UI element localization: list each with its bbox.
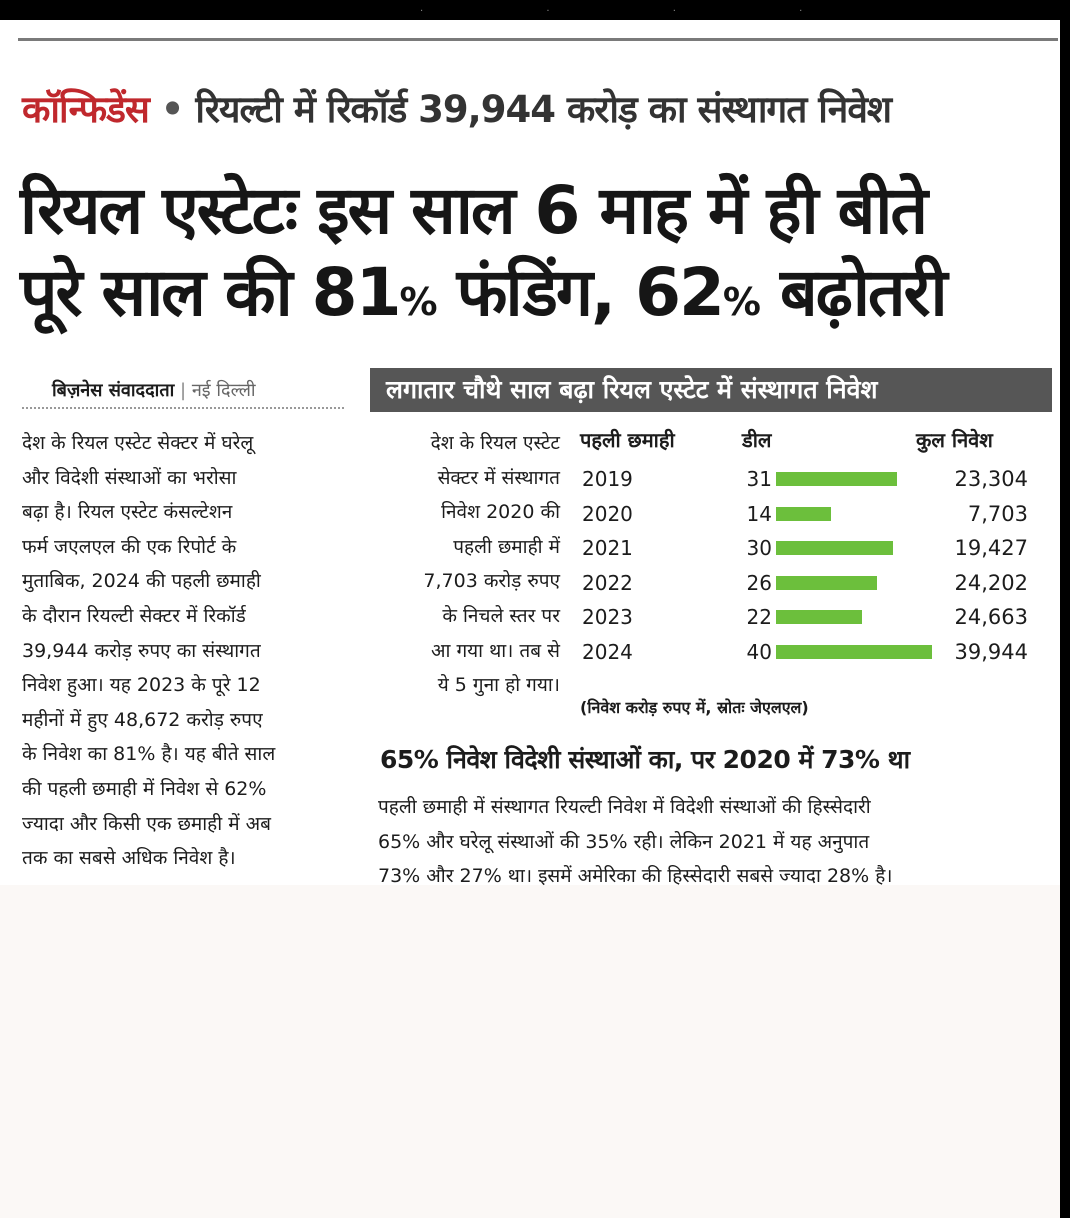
bullet-icon: • — [160, 88, 184, 131]
top-rule — [18, 38, 1058, 41]
row-investment: 24,663 — [954, 605, 1028, 629]
story-line: फर्म जएलएल की एक रिपोर्ट के — [22, 535, 237, 558]
row-year: 2023 — [582, 605, 633, 629]
row-investment: 7,703 — [967, 501, 1028, 526]
deal-bar — [776, 507, 831, 521]
kicker — [22, 82, 891, 133]
story-line: निवेश हुआ। यह 2023 के पूरे 12 — [22, 674, 261, 697]
row-year: 2022 — [582, 570, 633, 595]
sub-line: 65% और घरेलू संस्थाओं की 35% रही। लेकिन 2021 में यह अनुपात — [378, 830, 870, 853]
headline — [20, 170, 946, 343]
table-row — [0, 566, 1060, 600]
byline — [52, 378, 256, 402]
side-line: पहली छमाही में — [453, 535, 560, 558]
row-deals: 40 — [746, 639, 772, 664]
sub-paragraph — [378, 790, 1050, 894]
row-year: 2019 — [582, 467, 633, 491]
story-line: तक का सबसे अधिक निवेश है। — [22, 847, 236, 870]
row-deals: 30 — [746, 536, 772, 560]
deal-bar — [776, 610, 862, 624]
side-line: सेक्टर में संस्थागत — [437, 466, 560, 489]
info-box-title: लगातार चौथे साल बढ़ा रियल एस्टेट में संस्थागत निवेश — [370, 368, 1052, 412]
sub-line: पहली छमाही में संस्थागत रियल्टी निवेश में विदेशी संस्थाओं की हिस्सेदारी — [378, 796, 871, 818]
story-line: और विदेशी संस्थाओं का भरोसा — [22, 466, 237, 489]
table-row — [0, 600, 1060, 634]
table-row — [0, 462, 1060, 496]
row-investment: 39,944 — [954, 639, 1028, 664]
headline-line-2 — [20, 252, 946, 343]
subheading: 65% निवेश विदेशी संस्थाओं का, पर 2020 में 73% था — [380, 745, 910, 774]
byline-author: बिज़नेस संवाददाता — [52, 380, 175, 401]
side-line: ये 5 गुना हो गया। — [437, 674, 560, 697]
row-year: 2020 — [582, 501, 633, 526]
row-deals: 22 — [746, 605, 772, 629]
table-row — [0, 635, 1060, 669]
story-line: की पहली छमाही में निवेश से 62% — [22, 777, 267, 800]
table-row — [0, 497, 1060, 531]
story-line: बढ़ा है। रियल एस्टेट कंसल्टेशन — [22, 501, 233, 524]
side-line: के निचले स्तर पर — [442, 604, 560, 627]
kicker-text: रियल्टी में रिकॉर्ड 39,944 करोड़ का संस्थागत निवेश — [195, 88, 892, 131]
deal-bar — [776, 541, 893, 555]
row-deals: 14 — [746, 501, 772, 526]
kicker-keyword: कॉन्फिडेंस — [22, 88, 149, 131]
column-header-total-investment: कुल निवेश — [916, 428, 993, 452]
story-line: मुताबिक, 2024 की पहली छमाही — [22, 570, 261, 593]
dotted-divider — [22, 407, 344, 409]
column-header-deals: डील — [742, 428, 772, 452]
story-line: 39,944 करोड़ रुपए का संस्थागत — [22, 639, 261, 662]
deal-bar — [776, 576, 877, 590]
byline-separator: | — [180, 380, 187, 401]
story-line: के दौरान रियल्टी सेक्टर में रिकॉर्ड — [22, 604, 246, 627]
row-investment: 23,304 — [954, 467, 1028, 491]
source-note: (निवेश करोड़ रुपए में, स्रोतः जेएलएल) — [580, 698, 809, 717]
row-year: 2021 — [582, 536, 633, 560]
side-line: 7,703 करोड़ रुपए — [423, 570, 560, 593]
side-line: देश के रियल एस्टेट — [430, 432, 560, 454]
row-deals: 26 — [746, 570, 772, 595]
percent-sign: % — [399, 280, 436, 324]
row-investment: 19,427 — [954, 536, 1028, 560]
headline-part-b: फंडिंग, 62 — [456, 254, 723, 331]
headline-part-a: पूरे साल की 81 — [20, 254, 400, 331]
story-line: के निवेश का 81% है। यह बीते साल — [22, 743, 276, 766]
row-deals: 31 — [746, 467, 772, 491]
headline-part-c: बढ़ोतरी — [779, 254, 946, 331]
deal-bar — [776, 472, 897, 486]
headline-line-1: रियल एस्टेटः इस साल 6 माह में ही बीते — [20, 172, 926, 249]
byline-city: नई दिल्ली — [191, 380, 256, 401]
story-line: ज्यादा और किसी एक छमाही में अब — [22, 812, 271, 835]
table-row — [0, 531, 1060, 565]
row-investment: 24,202 — [954, 570, 1028, 595]
right-border — [1060, 0, 1070, 1218]
row-year: 2024 — [582, 639, 633, 664]
story-line: महीनों में हुए 48,672 करोड़ रुपए — [22, 708, 263, 731]
sub-line: 73% और 27% था। इसमें अमेरिका की हिस्सेदारी सबसे ज्यादा 28% है। — [378, 865, 893, 888]
column-header-half-year: पहली छमाही — [580, 428, 675, 452]
percent-sign: % — [722, 280, 759, 324]
top-edge-marks: · · · · — [420, 6, 863, 17]
deal-bar — [776, 645, 932, 659]
newspaper-clipping — [0, 20, 1060, 888]
side-line: निवेश 2020 की — [441, 501, 560, 524]
side-line: आ गया था। तब से — [430, 639, 560, 662]
story-line: देश के रियल एस्टेट सेक्टर में घरेलू — [22, 432, 254, 454]
